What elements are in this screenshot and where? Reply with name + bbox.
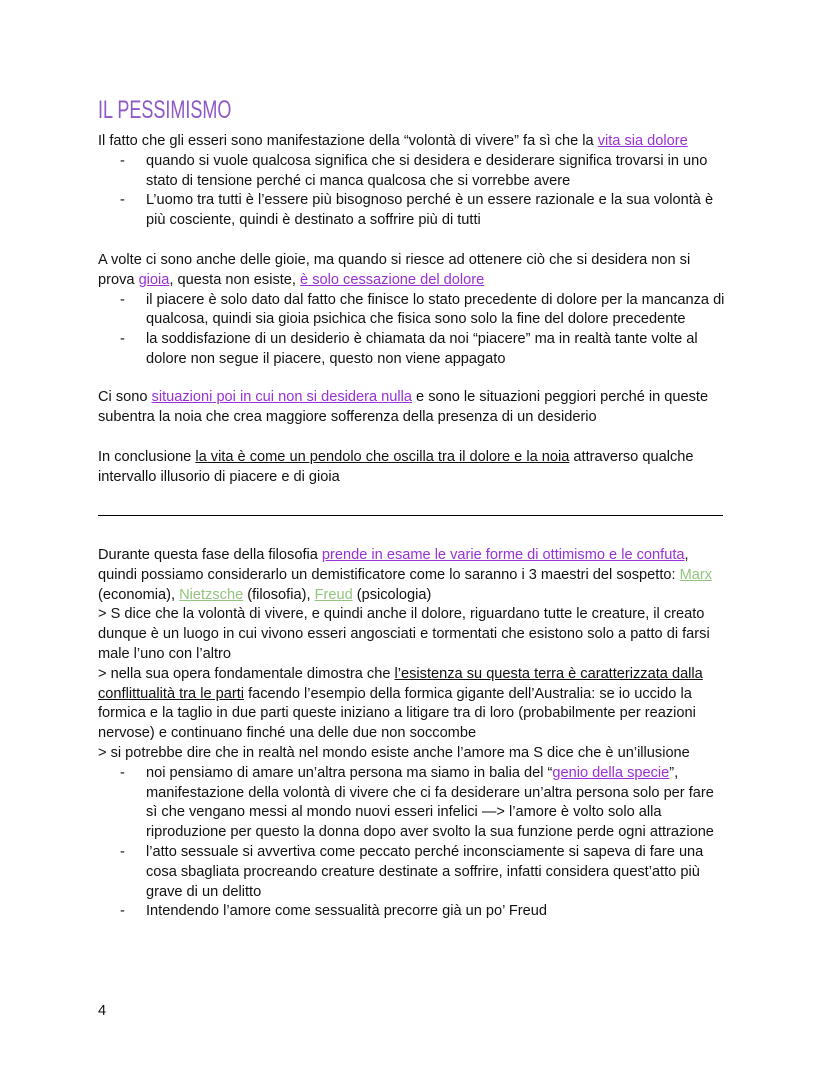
text: noi pensiamo di amare un’altra persona ma siamo in balia del “ — [146, 764, 553, 781]
text: (psicologia) — [352, 586, 432, 603]
paragraph-amore: > si potrebbe dire che in realtà nel mondo esiste anche l’amore ma S dice che è un’illusione — [98, 744, 690, 761]
bullet-dash: - — [120, 192, 125, 209]
horizontal-rule — [98, 515, 723, 516]
bullet-dash: - — [120, 331, 125, 348]
bullet-dash: - — [120, 152, 125, 169]
link-gioia[interactable]: gioia — [138, 271, 170, 288]
text: , quindi possiamo considerarlo un demistificatore come lo saranno i 3 maestri del sospetto: — [98, 547, 689, 583]
page-title: IL PESSIMISMO — [98, 96, 232, 124]
list-item — [98, 291, 728, 331]
list-item — [98, 152, 728, 192]
text: attraverso qualche intervallo illusorio di piacere e di gioia — [98, 449, 694, 485]
list-item-text: la soddisfazione di un desiderio è chiamata da noi “piacere” ma in realtà tante volte al dolore non segue il piacere, questo non viene appagato — [146, 331, 698, 367]
text: (economia), — [98, 586, 180, 603]
page-number: 4 — [98, 1003, 107, 1019]
underlined-text: l’esistenza su questa terra è caratterizzata dalla conflittualità tra le parti — [98, 665, 703, 702]
underlined-text: la vita è come un pendolo che oscilla tra il dolore e la noia — [195, 449, 570, 465]
link-situazioni[interactable]: situazioni poi in cui non si desidera nulla — [151, 389, 412, 405]
link-vita-sia-dolore[interactable]: vita sia dolore — [597, 133, 688, 149]
text: facendo l’esempio della formica gigante dell’Australia: se io uccido la formica e la taglio in due parti queste iniziano a litigare tra di loro (probabilmente per reazioni nervose) e continuano finché una delle due non soccombe — [98, 685, 696, 742]
link-marx[interactable]: Marx — [679, 566, 713, 583]
paragraph-intro — [98, 132, 728, 231]
paragraph-noia — [98, 388, 728, 428]
paragraph-gioie — [98, 251, 728, 370]
paragraph-demistificatore — [98, 546, 728, 922]
text: Ci sono — [98, 389, 152, 405]
bullet-dash: - — [120, 764, 125, 781]
link-cessazione-dolore[interactable]: è solo cessazione del dolore — [300, 271, 485, 288]
link-genio-specie[interactable]: genio della specie — [552, 764, 670, 781]
text: , questa non esiste, — [169, 271, 301, 288]
bullet-dash: - — [120, 903, 125, 920]
list-item — [98, 843, 728, 902]
list-item-text: quando si vuole qualcosa significa che si desidera e desiderare significa trovarsi in uno stato di tensione perché ci manca qualcosa che si vorrebbe avere — [146, 152, 708, 189]
link-nietzsche[interactable]: Nietzsche — [179, 586, 244, 603]
list-item-text: L’uomo tra tutti è l’essere più bisognoso perché è un essere razionale e la sua volontà è più cosciente, quindi è destinato a soffrire più di tutti — [146, 192, 714, 229]
text: (filosofia), — [243, 586, 315, 603]
list-item — [98, 902, 728, 922]
paragraph-conclusione — [98, 448, 728, 488]
bullet-dash: - — [120, 291, 125, 308]
text: ”, manifestazione della volontà di vivere che ci fa desiderare un’altra persona solo per fare sì che vengano messi al mondo nuovi esseri infelici —> l’amore è volto solo alla riproduzione per questo la donna dopo aver svolto la sua funzione perde ogni attrazione — [146, 764, 714, 841]
text: In conclusione — [98, 449, 196, 465]
list-item-text: Intendendo l’amore come sessualità precorre già un po’ Freud — [146, 903, 548, 920]
bullet-dash: - — [120, 843, 125, 860]
link-freud[interactable]: Freud — [314, 586, 353, 603]
list-item-text: l’atto sessuale si avvertiva come peccato perché inconsciamente si sapeva di fare una cosa sbagliata procreando creature destinate a soffrire, infatti considera quest’atto più grave di un delitto — [146, 843, 704, 900]
text: Il fatto che gli esseri sono manifestazione della “volontà di vivere” fa sì che la — [98, 133, 598, 149]
list-item — [98, 330, 728, 370]
paragraph-creature: > S dice che la volontà di vivere, e quindi anche il dolore, riguardano tutte le creature, il creato dunque è un luogo in cui vivono esseri angosciati e tormentati che esistono solo a patto di farsi male l’uno con l’altro — [98, 606, 710, 662]
link-ottimismo[interactable]: prende in esame le varie forme di ottimismo e le confuta — [321, 547, 685, 563]
text: > nella sua opera fondamentale dimostra che — [98, 665, 395, 682]
text: Durante questa fase della filosofia — [98, 547, 322, 563]
text: A volte ci sono anche delle gioie, ma quando si riesce ad ottenere ciò che si desidera non si prova — [98, 252, 691, 288]
text: e sono le situazioni peggiori perché in queste subentra la noia che crea maggiore sofferenza della presenza di un desiderio — [98, 389, 709, 425]
list-item — [98, 764, 728, 843]
list-item-text: il piacere è solo dato dal fatto che finisce lo stato precedente di dolore per la mancanza di qualcosa, quindi sia gioia psichica che fisica sono solo la fine del dolore precedente — [146, 291, 725, 328]
list-item — [98, 191, 728, 231]
